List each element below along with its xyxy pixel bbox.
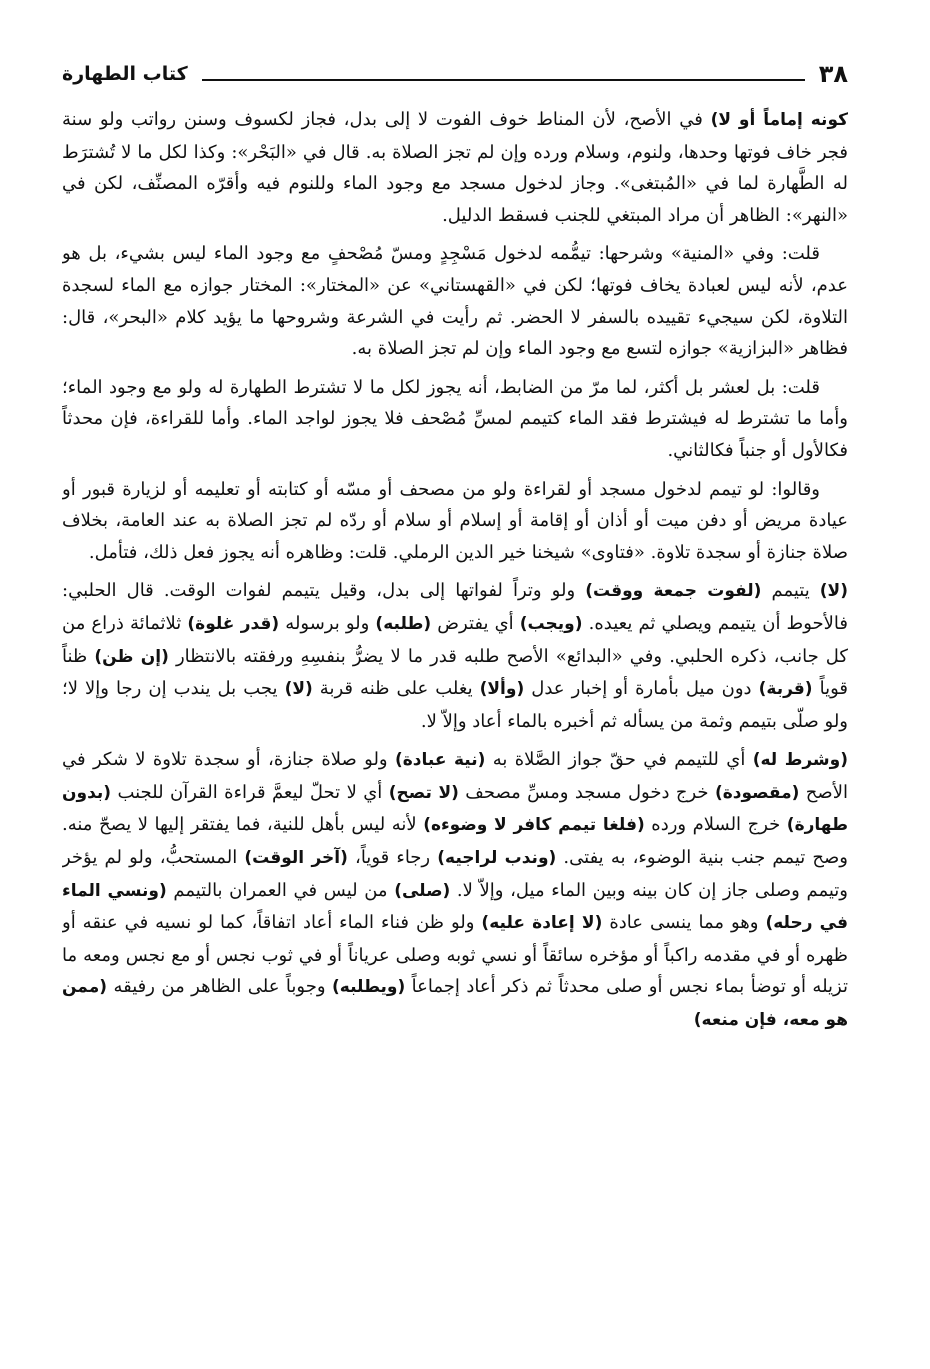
commentary-text: المستحبُّ، ولو لم يؤخر وتيمم وصلى جاز إن كان بينه وبين الماء ميل، وإلاّ لا. bbox=[62, 847, 848, 901]
matn-text: (وشرط له) bbox=[752, 750, 848, 771]
paragraph bbox=[62, 372, 848, 467]
body-text bbox=[62, 104, 848, 1037]
commentary-text: ثلاثمائة ذراع من كل جانب، ذكره الحلبي. وفي «البدائع» الأصح طلبه قدر ما لا يضرُّ بنفسِهِ ورفقته بالانتظار bbox=[62, 612, 848, 667]
matn-text: (لفوت جمعة ووقت) bbox=[585, 581, 762, 602]
matn-text: (نية عبادة) bbox=[394, 750, 486, 771]
matn-text: (طلبه) bbox=[375, 613, 432, 634]
matn-text: (لا) bbox=[284, 679, 313, 700]
commentary-text: دون ميل بأمارة أو إخبار عدل bbox=[524, 678, 759, 700]
matn-text: (لا) bbox=[819, 581, 848, 602]
page-number: ٣٨ bbox=[818, 60, 848, 88]
page-header bbox=[62, 52, 848, 96]
paragraph bbox=[62, 474, 848, 569]
running-title: كتاب الطهارة bbox=[62, 63, 188, 85]
commentary-text: ظناً قوياً bbox=[62, 645, 848, 700]
commentary-text: من ليس في العمران بالتيمم bbox=[166, 879, 395, 901]
commentary-text: قلت: وفي «المنية» وشرحها: تيمُّمه لدخول مَسْجِدٍ ومسّ مُصْحفٍ مع وجود الماء ليس بشيء، بل هو عدم، لأنه ليس لعبادة يخاف فوتها؛ لكن في «القهستاني» عن «المختار»: المختار جوازه مع الماء لسجدة التلاوة، لكن سيجيء تقييده بالسفر لا الحضر. ثم رأيت في الشرعة وشروحها ما يؤيد كلام «البحر»، قال: فظاهر «البزازية» جوازه لتسع مع وجود الماء وإن لم تجز الصلاة به. bbox=[62, 243, 848, 360]
book-page bbox=[62, 52, 848, 1342]
commentary-text: أي لا تحلّ ليعمَّ قراءة القرآن للجنب bbox=[111, 781, 389, 803]
commentary-text: يغلب على ظنه قربة bbox=[312, 678, 480, 700]
paragraph bbox=[62, 744, 848, 1036]
header-rule bbox=[202, 79, 805, 81]
matn-text: (ونسي الماء في رحله) bbox=[62, 880, 848, 934]
matn-text: كونه إماماً أو لا) bbox=[710, 110, 848, 130]
commentary-text: رجاء قوياً، bbox=[347, 847, 438, 869]
matn-text: (ويجب) bbox=[519, 613, 583, 634]
commentary-text: يتيمم bbox=[761, 580, 820, 602]
matn-text: (لا تصح) bbox=[388, 782, 459, 803]
matn-text: (لا إعادة عليه) bbox=[481, 913, 603, 934]
matn-text: (وألا) bbox=[479, 679, 525, 700]
matn-text: (مقصودة) bbox=[714, 782, 800, 803]
paragraph bbox=[62, 104, 848, 231]
paragraph bbox=[62, 575, 848, 737]
commentary-text: لأنه ليس بأهل للنية، فما يفتقر إليها لا يصحّ منه. وصح تيمم جنب بنية الوضوء، به يفتى. bbox=[62, 814, 848, 869]
matn-text: (وندب لراجيه) bbox=[437, 848, 557, 869]
commentary-text: في الأصح، لأن المناط خوف الفوت لا إلى بدل، فجاز لكسوف وسنن رواتب ولو سنة فجر خاف فوتها وحدها، ولنوم، وسلام ورده وإن لم تجز الصلاة به. قال في «البَحْر»: وكذا لكل ما لا تُشترَط له الطَّهارة لما في «المُبتغى». وجاز لدخول مسجد مع وجود الماء وللنوم فيه وأقرّه المصنِّف، لكن في «النهر»: الظاهر أن مراد المبتغي للجنب فسقط الدليل. bbox=[62, 109, 848, 226]
commentary-text: وهو مما ينسى عادة bbox=[602, 912, 766, 934]
commentary-text: ولو صلاة جنازة، أو سجدة تلاوة لا شكر في الأصح bbox=[62, 749, 848, 803]
matn-text: (بدون طهارة) bbox=[62, 782, 848, 836]
matn-text: (قدر غلوة) bbox=[187, 613, 280, 634]
commentary-text: أي للتيمم في حقّ جواز الصَّلاة به bbox=[485, 749, 753, 771]
commentary-text: ولو ظن فناء الماء أعاد اتفاقاً، كما لو نسيه في عنقه أو ظهره أو في مقدمه راكباً أو مؤخره سائقاً أو نسي ثوبه وصلى عرياناً أو في ثوب نجس أو مع نجس ومعه ما تزيله أو توضأ بماء نجس أو صلى محدثاً ثم ذكر أعاد إجماعاً bbox=[62, 912, 848, 998]
commentary-text: ولو وتراً لفواتها إلى بدل، وقيل يتيمم لفوات الوقت. قال الحلبي: فالأحوط أن يتيمم ويصلي ثم يعيده. bbox=[62, 580, 848, 634]
commentary-text: وجوباً على الظاهر من رفيقه bbox=[107, 976, 332, 998]
matn-text: (آخر الوقت) bbox=[244, 848, 348, 869]
matn-text: (فلغا تيمم كافر لا وضوءه) bbox=[423, 815, 645, 836]
paragraph bbox=[62, 238, 848, 364]
matn-text: (إن ظن) bbox=[94, 646, 169, 667]
commentary-text: أي يفترض bbox=[431, 612, 520, 634]
matn-text: (صلى) bbox=[394, 880, 451, 901]
matn-text: (ممن هو معه، فإن منعه) bbox=[62, 977, 848, 1031]
matn-text: (ويطلبه) bbox=[331, 977, 406, 998]
commentary-text: خرج دخول مسجد ومسِّ مصحف bbox=[458, 781, 715, 803]
commentary-text: يجب بل يندب إن رجا وإلا لا؛ ولو صلّى بتيمم وثمة من يسأله ثم أخبره بالماء أعاد وإلاّ لا. bbox=[62, 678, 848, 732]
commentary-text: ولو برسوله bbox=[279, 612, 376, 634]
commentary-text: خرج السلام ورده bbox=[644, 814, 787, 836]
commentary-text: قلت: بل لعشر بل أكثر، لما مرّ من الضابط، أنه يجوز لكل ما لا تشترط الطهارة له ولو مع وجود الماء؛ وأما ما تشترط له فيشترط فقد الماء كتيمم لمسِّ مُصْحف فلا يجوز لواجد الماء. وأما للقراءة، فإن محدثاً فكالأول أو جنباً فكالثاني. bbox=[62, 376, 848, 461]
commentary-text: وقالوا: لو تيمم لدخول مسجد أو لقراءة ولو من مصحف أو مسّه أو كتابته أو تعليمه أو لزيارة قبور أو عيادة مريض أو دفن ميت أو أذان أو إقامة أو إسلام أو سلام أو ردّه لم تجز الصلاة به عند العامة، بخلاف صلاة جنازة أو سجدة تلاوة. «فتاوى» شيخنا خير الدين الرملي. قلت: وظاهره أنه يجوز فعل ذلك، فتأمل. bbox=[62, 478, 848, 563]
matn-text: (قربة) bbox=[758, 679, 813, 700]
